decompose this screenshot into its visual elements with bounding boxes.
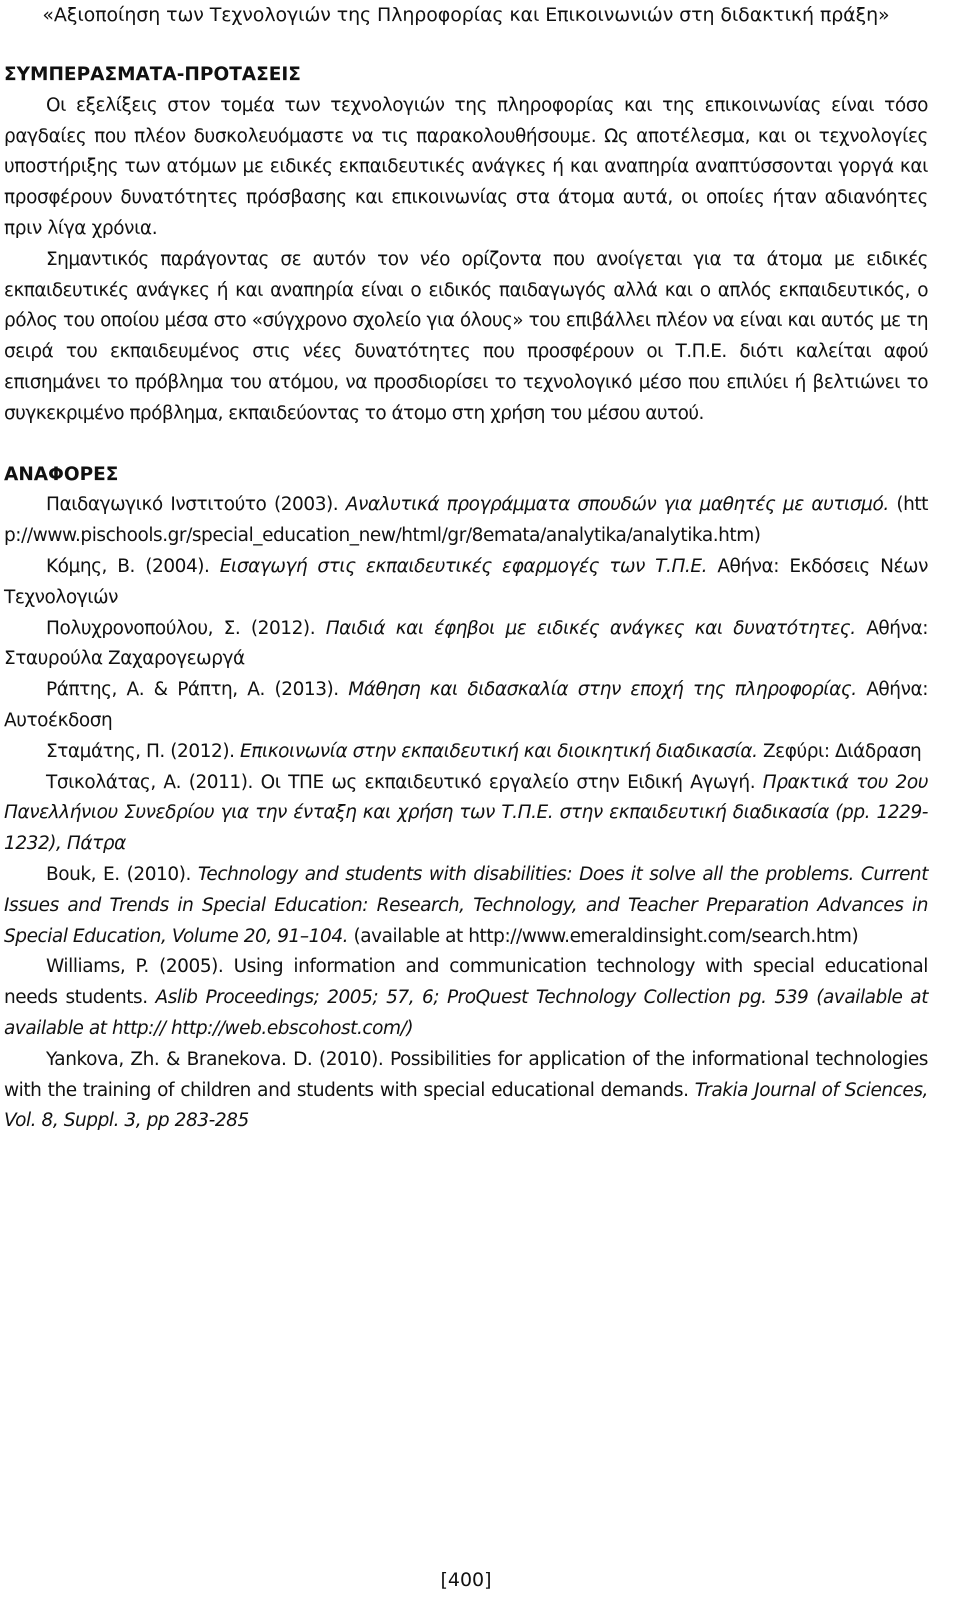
reference-tail: Αθήνα: Σταυρούλα Ζαχαρογεωργά	[4, 617, 928, 670]
reference-entry	[4, 860, 928, 952]
reference-lead: Τσικολάτας, Α. (2011). Οι ΤΠΕ ως εκπαιδευτικό εργαλείο στην Ειδική Αγωγή.	[46, 771, 763, 793]
reference-entry	[4, 1045, 928, 1137]
reference-lead: Williams, P. (2005). Using information and communication technology with special educational needs students.	[4, 956, 928, 1009]
reference-entry	[4, 614, 928, 676]
reference-entry	[4, 675, 928, 737]
reference-title: Μάθηση και διδασκαλία στην εποχή της πληροφορίας.	[348, 679, 857, 701]
reference-lead: Σταμάτης, Π. (2012).	[46, 740, 240, 762]
reference-title: Πρακτικά του 2ου Πανελλήνιου Συνεδρίου για την ένταξη και χρήση των Τ.Π.Ε. στην εκπαιδευτική διαδικασία (pp. 1229-1232), Πάτρα	[4, 771, 928, 855]
reference-lead: Παιδαγωγικό Ινστιτούτο (2003).	[46, 494, 346, 516]
reference-title: Εισαγωγή στις εκπαιδευτικές εφαρμογές των Τ.Π.Ε.	[219, 555, 708, 577]
reference-lead: Κόμης, Β. (2004).	[46, 555, 220, 577]
reference-title: Παιδιά και έφηβοι με ειδικές ανάγκες και δυνατότητες.	[325, 617, 856, 639]
reference-title: Aslib Proceedings; 2005; 57, 6; ProQuest Technology Collection pg. 539 (available at available at http:// http://web.ebscohost.com/)	[4, 987, 929, 1039]
reference-tail: (available at http://www.emeraldinsight.com/search.htm)	[348, 925, 859, 947]
running-header: «Αξιοποίηση των Τεχνολογιών της Πληροφορίας και Επικοινωνιών στη διδακτική πράξη»	[42, 4, 890, 26]
reference-tail: Αθήνα: Εκδόσεις Νέων Τεχνολογιών	[4, 555, 928, 608]
page-number: [400]	[440, 1569, 492, 1591]
reference-entry	[4, 490, 928, 552]
reference-tail: (http://www.pischools.gr/special_education_new/html/gr/8emata/analytika/analytika.htm)	[4, 494, 928, 547]
reference-entry	[4, 737, 928, 768]
reference-title: Αναλυτικά προγράμματα σπουδών για μαθητές με αυτισμό.	[345, 494, 889, 516]
reference-title: Technology and students with disabilities: Does it solve all the problems. Current Issues and Trends in Special Education: Research, Technology, and Teacher Preparation Advances in Special Education, Volume 20, 91–104.	[4, 863, 928, 947]
section-heading-conclusions: ΣΥΜΠΕΡΑΣΜΑΤΑ-ΠΡΟΤΑΣΕΙΣ	[4, 64, 301, 85]
reference-entry	[4, 768, 928, 860]
reference-tail: Ζεφύρι: Διάδραση	[757, 740, 922, 762]
reference-title: Επικοινωνία στην εκπαιδευτική και διοικητική διαδικασία.	[239, 740, 758, 762]
document-page	[4, 0, 928, 1617]
reference-title: Trakia Journal of Sciences, Vol. 8, Suppl. 3, pp 283-285	[4, 1079, 928, 1132]
reference-lead: Πολυχρονοπούλου, Σ. (2012).	[46, 617, 326, 639]
section-heading-references: ΑΝΑΦΟΡΕΣ	[4, 463, 119, 485]
reference-entry	[4, 552, 928, 614]
reference-lead: Ράπτης, Α. & Ράπτη, Α. (2013).	[46, 679, 349, 701]
reference-entry	[4, 952, 928, 1044]
reference-lead: Yankova, Zh. & Branekova. D. (2010). Possibilities for application of the informational technologies with the training of children and students with special educational demands.	[4, 1048, 928, 1101]
reference-tail: Αθήνα: Αυτοέκδοση	[4, 679, 928, 731]
conclusions-paragraph: Σημαντικός παράγοντας σε αυτόν τον νέο ορίζοντα που ανοίγεται για τα άτομα με ειδικές εκπαιδευτικές ανάγκες ή και αναπηρία είναι ο ειδικός παιδαγωγός αλλά και ο απλός εκπαιδευτικός, ο ρόλος του οποίου μέσα στο «σύγχρονο σχολείο για όλους» του επιβάλλει πλέον να είναι και αυτός με τη σειρά του εκπαιδευμένος στις νέες δυνατότητες που προσφέρουν οι Τ.Π.Ε. διότι καλείται αφού επισημάνει το πρόβλημα του ατόμου, να προσδιορίσει το τεχνολογικό μέσο που επιλύει ή βελτιώνει το συγκεκριμένο πρόβλημα, εκπαιδεύοντας το άτομο στη χρήση του μέσου αυτού.	[4, 248, 928, 424]
reference-lead: Bouk, E. (2010).	[46, 863, 198, 885]
conclusions-paragraph: Οι εξελίξεις στον τομέα των τεχνολογιών της πληροφορίας και της επικοινωνίας είναι τόσο ραγδαίες που πλέον δυσκολευόμαστε να τις παρακολουθήσουμε. Ως αποτέλεσμα, και οι τεχνολογίες υποστήριξης των ατόμων με ειδικές εκπαιδευτικές ανάγκες ή και αναπηρία αναπτύσσονται γοργά και προσφέρουν δυνατότητες πρόσβασης και επικοινωνίας στα άτομα αυτά, οι οποίες ήταν αδιανόητες πριν λίγα χρόνια.	[4, 94, 928, 239]
page-content	[4, 60, 928, 1137]
